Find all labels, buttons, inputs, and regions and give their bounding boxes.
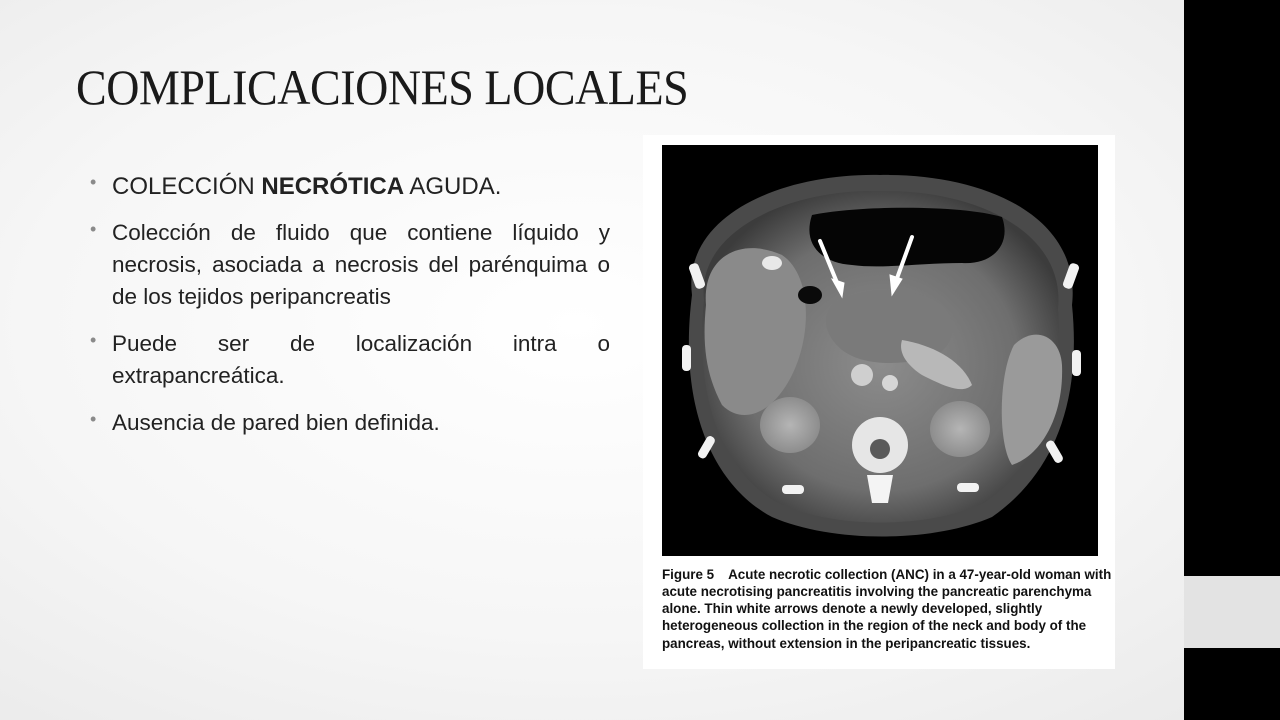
bullet-item <box>90 217 610 314</box>
slide-title: COMPLICACIONES LOCALES <box>76 59 689 115</box>
figure-label: Figure 5 <box>662 567 715 582</box>
bullet-item <box>90 407 610 439</box>
figure-panel <box>643 135 1115 669</box>
bullet-item <box>90 328 610 393</box>
bullet-text: Ausencia de pared bien definida. <box>112 409 440 435</box>
bullet-text: Colección de fluido que contiene líquido y necrosis, asociada a necrosis del parénquima o de los tejidos peripancreatis <box>112 219 610 310</box>
ct-scan-drawing <box>662 145 1098 556</box>
bullet-text: AGUDA. <box>404 173 502 200</box>
bullet-bold-text: NECRÓTICA <box>261 173 405 200</box>
bullet-list <box>90 170 610 453</box>
bullet-item <box>90 170 610 205</box>
figure-caption <box>662 566 1112 652</box>
bullet-text: Puede ser de localización intra o extrapancreática. <box>112 330 610 389</box>
figure-caption-text: Acute necrotic collection (ANC) in a 47-year-old woman with acute necrotising pancreatitis involving the pancreatic parenchyma alone. Thin white arrows denote a newly developed, slightly heterogeneous collection in the region of the neck and body of the pancreas, without extension in the peripancreatic tissues. <box>662 567 1112 651</box>
bullet-text: COLECCIÓN <box>112 173 262 200</box>
side-decoration-accent <box>1184 576 1280 648</box>
ct-scan-image <box>662 145 1098 556</box>
